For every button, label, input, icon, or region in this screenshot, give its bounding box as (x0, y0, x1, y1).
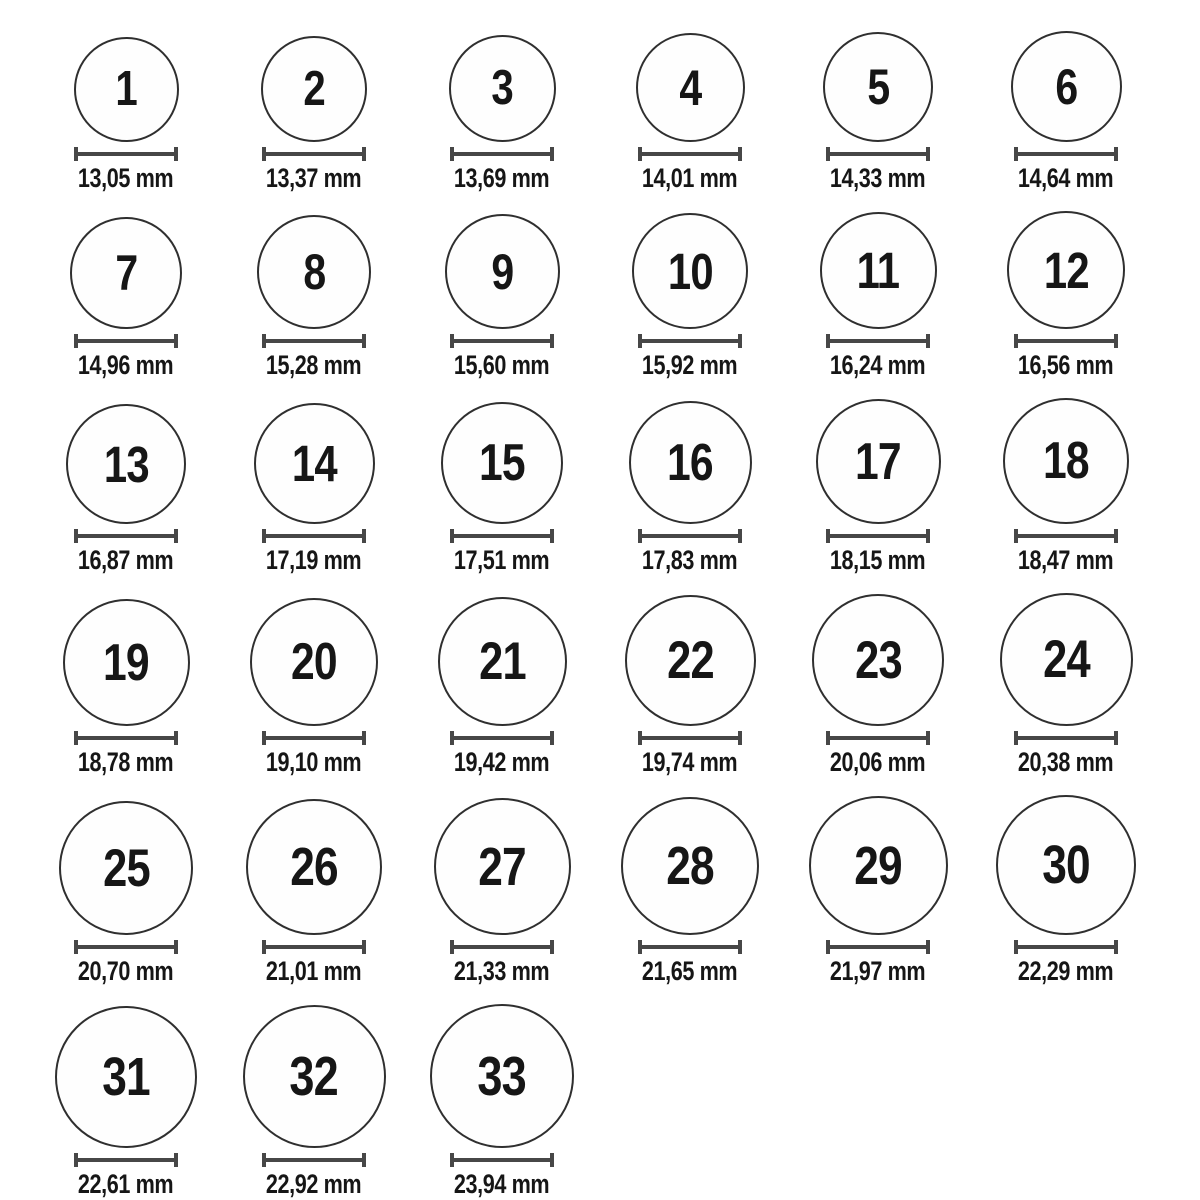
ring-size-cell (59, 801, 193, 987)
ring-size-cell (812, 594, 944, 778)
size-number: 17 (855, 432, 901, 491)
measure-bar (266, 534, 362, 538)
diameter-measure-line (74, 940, 178, 954)
ring-size-cell (66, 217, 185, 381)
size-circle (1000, 593, 1133, 726)
size-circle (1003, 398, 1129, 524)
measure-tick-right (738, 731, 742, 745)
size-circle (621, 797, 759, 935)
size-number: 16 (667, 433, 713, 492)
size-number: 18 (1043, 432, 1089, 491)
measure-tick-right (1114, 529, 1118, 543)
measure-tick-right (550, 147, 554, 161)
diameter-label: 14,96 mm (78, 350, 174, 381)
ring-size-cell (254, 36, 373, 194)
diameter-label: 13,69 mm (454, 163, 550, 194)
measure-tick-right (174, 940, 178, 954)
measure-bar (266, 736, 362, 740)
measure-bar (454, 945, 550, 949)
measure-tick-right (926, 334, 930, 348)
measure-bar (78, 152, 174, 156)
ring-size-cell (246, 799, 382, 987)
size-circle (434, 798, 571, 935)
measure-tick-right (738, 334, 742, 348)
size-circle (59, 801, 193, 935)
ring-size-cell (438, 597, 567, 778)
diameter-label: 15,92 mm (642, 350, 738, 381)
size-circle (1011, 31, 1122, 142)
size-number: 5 (867, 59, 889, 116)
diameter-measure-line (450, 334, 554, 348)
measure-bar (78, 945, 174, 949)
measure-tick-right (550, 334, 554, 348)
size-number: 12 (1043, 241, 1089, 299)
diameter-measure-line (262, 940, 366, 954)
diameter-label: 18,78 mm (78, 747, 174, 778)
size-circle (445, 214, 560, 329)
diameter-measure-line (1014, 334, 1118, 348)
diameter-measure-line (74, 334, 178, 348)
ring-size-cell (818, 32, 937, 194)
diameter-label: 23,94 mm (454, 1169, 550, 1200)
measure-bar (642, 152, 738, 156)
diameter-label: 21,97 mm (830, 956, 926, 987)
size-circle (629, 401, 752, 524)
ring-size-cell (1003, 398, 1129, 576)
measure-tick-right (362, 731, 366, 745)
size-number: 9 (491, 243, 513, 300)
measure-tick-right (926, 940, 930, 954)
size-circle (74, 37, 179, 142)
measure-bar (830, 152, 926, 156)
ring-size-cell (1000, 593, 1133, 778)
size-circle (246, 799, 382, 935)
diameter-measure-line (74, 529, 178, 543)
diameter-label: 14,33 mm (830, 163, 926, 194)
measure-bar (454, 1158, 550, 1162)
size-number: 20 (291, 633, 337, 692)
measure-bar (830, 945, 926, 949)
measure-tick-right (362, 1153, 366, 1167)
size-number: 13 (103, 435, 149, 493)
diameter-label: 16,56 mm (1018, 350, 1114, 381)
diameter-label: 17,51 mm (454, 545, 550, 576)
ring-size-cell (809, 796, 948, 987)
measure-tick-right (362, 147, 366, 161)
size-circle (66, 404, 186, 524)
measure-bar (266, 945, 362, 949)
size-circle (70, 217, 182, 329)
size-number: 1 (115, 62, 137, 117)
measure-tick-right (738, 940, 742, 954)
measure-bar (266, 339, 362, 343)
size-circle (430, 1004, 574, 1148)
ring-size-cell (996, 795, 1136, 987)
diameter-measure-line (450, 147, 554, 161)
measure-bar (830, 736, 926, 740)
size-number: 30 (1042, 835, 1090, 896)
size-circle (809, 796, 948, 935)
measure-bar (78, 339, 174, 343)
ring-size-cell (243, 1005, 386, 1200)
size-circle (812, 594, 944, 726)
size-number: 21 (478, 632, 526, 692)
measure-bar (642, 945, 738, 949)
size-circle (261, 36, 367, 142)
measure-tick-right (550, 940, 554, 954)
diameter-measure-line (826, 147, 930, 161)
measure-bar (454, 736, 550, 740)
size-number: 27 (478, 836, 526, 897)
measure-tick-right (738, 147, 742, 161)
diameter-label: 14,64 mm (1018, 163, 1114, 194)
measure-tick-right (550, 529, 554, 543)
size-circle (257, 215, 371, 329)
diameter-label: 13,37 mm (266, 163, 362, 194)
measure-tick-right (174, 529, 178, 543)
ring-size-cell (254, 403, 375, 576)
ring-size-cell (1006, 211, 1125, 381)
size-number: 4 (679, 59, 701, 116)
measure-tick-right (174, 147, 178, 161)
diameter-label: 20,06 mm (830, 747, 926, 778)
diameter-measure-line (74, 731, 178, 745)
ring-size-cell (430, 1004, 574, 1200)
ring-size-cell (630, 33, 749, 194)
size-number: 8 (303, 244, 325, 301)
measure-tick-right (738, 529, 742, 543)
diameter-label: 22,61 mm (78, 1169, 174, 1200)
diameter-label: 18,47 mm (1018, 545, 1114, 576)
size-number: 32 (289, 1045, 339, 1108)
diameter-label: 16,24 mm (830, 350, 926, 381)
size-circle (250, 598, 378, 726)
diameter-measure-line (1014, 731, 1118, 745)
size-circle (243, 1005, 386, 1148)
ring-size-cell (254, 215, 373, 381)
ring-size-cell (816, 399, 941, 576)
diameter-label: 21,33 mm (454, 956, 550, 987)
diameter-label: 21,65 mm (642, 956, 738, 987)
measure-bar (266, 152, 362, 156)
size-circle (449, 35, 556, 142)
size-number: 23 (854, 630, 902, 690)
measure-bar (78, 534, 174, 538)
measure-bar (1018, 534, 1114, 538)
measure-bar (454, 534, 550, 538)
diameter-measure-line (826, 334, 930, 348)
diameter-measure-line (638, 334, 742, 348)
size-circle (632, 213, 748, 329)
size-circle (636, 33, 745, 142)
measure-tick-right (550, 731, 554, 745)
measure-tick-right (926, 529, 930, 543)
ring-size-cell (63, 599, 190, 778)
size-number: 31 (102, 1047, 150, 1108)
diameter-label: 15,28 mm (266, 350, 362, 381)
size-circle (996, 795, 1136, 935)
diameter-measure-line (262, 1153, 366, 1167)
measure-bar (78, 1158, 174, 1162)
size-number: 19 (103, 633, 149, 692)
diameter-label: 16,87 mm (78, 545, 174, 576)
ring-size-cell (630, 213, 749, 381)
measure-bar (1018, 339, 1114, 343)
size-circle (820, 212, 937, 329)
measure-bar (830, 534, 926, 538)
measure-bar (454, 339, 550, 343)
measure-bar (642, 534, 738, 538)
size-circle (816, 399, 941, 524)
measure-tick-right (174, 1153, 178, 1167)
size-number: 10 (667, 242, 713, 300)
diameter-measure-line (638, 529, 742, 543)
diameter-label: 15,60 mm (454, 350, 550, 381)
ring-size-cell (1006, 31, 1125, 194)
diameter-measure-line (826, 529, 930, 543)
size-circle (254, 403, 375, 524)
measure-tick-right (550, 1153, 554, 1167)
ring-size-cell (66, 37, 185, 194)
diameter-measure-line (638, 940, 742, 954)
diameter-measure-line (450, 529, 554, 543)
ring-size-cell (55, 1006, 197, 1200)
ring-size-cell (66, 404, 186, 576)
diameter-measure-line (74, 1153, 178, 1167)
diameter-label: 17,19 mm (266, 545, 362, 576)
diameter-measure-line (638, 731, 742, 745)
size-circle (55, 1006, 197, 1148)
size-number: 6 (1055, 58, 1077, 115)
measure-bar (1018, 945, 1114, 949)
size-number: 11 (856, 242, 900, 300)
ring-size-cell (818, 212, 937, 381)
measure-tick-right (1114, 334, 1118, 348)
measure-bar (642, 339, 738, 343)
measure-tick-right (362, 529, 366, 543)
measure-bar (830, 339, 926, 343)
diameter-measure-line (638, 147, 742, 161)
size-number: 26 (290, 837, 338, 898)
diameter-measure-line (262, 334, 366, 348)
size-number: 28 (666, 836, 714, 897)
diameter-label: 14,01 mm (642, 163, 738, 194)
ring-size-cell (250, 598, 378, 778)
measure-tick-right (926, 147, 930, 161)
measure-bar (454, 152, 550, 156)
diameter-measure-line (262, 147, 366, 161)
measure-tick-right (174, 731, 178, 745)
size-circle (823, 32, 933, 142)
diameter-measure-line (1014, 940, 1118, 954)
ring-size-cell (442, 214, 561, 381)
diameter-label: 19,74 mm (642, 747, 738, 778)
diameter-measure-line (450, 731, 554, 745)
size-number: 25 (102, 838, 150, 898)
ring-size-cell (621, 797, 759, 987)
diameter-label: 20,70 mm (78, 956, 174, 987)
size-circle (63, 599, 190, 726)
diameter-label: 20,38 mm (1018, 747, 1114, 778)
measure-bar (642, 736, 738, 740)
measure-tick-right (1114, 940, 1118, 954)
measure-tick-right (1114, 731, 1118, 745)
diameter-label: 17,83 mm (642, 545, 738, 576)
size-number: 14 (291, 435, 337, 493)
size-number: 22 (666, 631, 714, 691)
diameter-label: 22,29 mm (1018, 956, 1114, 987)
size-circle (625, 595, 756, 726)
size-circle (1007, 211, 1125, 329)
size-number: 2 (303, 61, 325, 116)
ring-size-cell (442, 35, 561, 194)
diameter-measure-line (74, 147, 178, 161)
ring-size-cell (625, 595, 756, 778)
measure-tick-right (362, 334, 366, 348)
diameter-label: 22,92 mm (266, 1169, 362, 1200)
measure-tick-right (362, 940, 366, 954)
diameter-label: 18,15 mm (830, 545, 926, 576)
diameter-measure-line (826, 731, 930, 745)
size-circle (438, 597, 567, 726)
size-number: 7 (115, 245, 137, 302)
diameter-label: 21,01 mm (266, 956, 362, 987)
diameter-measure-line (450, 1153, 554, 1167)
size-number: 15 (479, 434, 525, 493)
size-circle (441, 402, 563, 524)
diameter-measure-line (262, 529, 366, 543)
measure-bar (1018, 152, 1114, 156)
diameter-measure-line (1014, 147, 1118, 161)
diameter-measure-line (450, 940, 554, 954)
measure-bar (78, 736, 174, 740)
diameter-label: 19,10 mm (266, 747, 362, 778)
measure-tick-right (174, 334, 178, 348)
measure-bar (1018, 736, 1114, 740)
diameter-measure-line (1014, 529, 1118, 543)
size-number: 29 (854, 835, 902, 896)
measure-bar (266, 1158, 362, 1162)
ring-size-cell (629, 401, 752, 576)
ring-size-cell (434, 798, 571, 987)
diameter-label: 19,42 mm (454, 747, 550, 778)
measure-tick-right (1114, 147, 1118, 161)
measure-tick-right (926, 731, 930, 745)
ring-size-cell (441, 402, 563, 576)
size-number: 24 (1042, 630, 1090, 690)
diameter-measure-line (826, 940, 930, 954)
size-number: 33 (477, 1044, 527, 1107)
diameter-label: 13,05 mm (78, 163, 174, 194)
diameter-measure-line (262, 731, 366, 745)
size-number: 3 (491, 61, 513, 116)
